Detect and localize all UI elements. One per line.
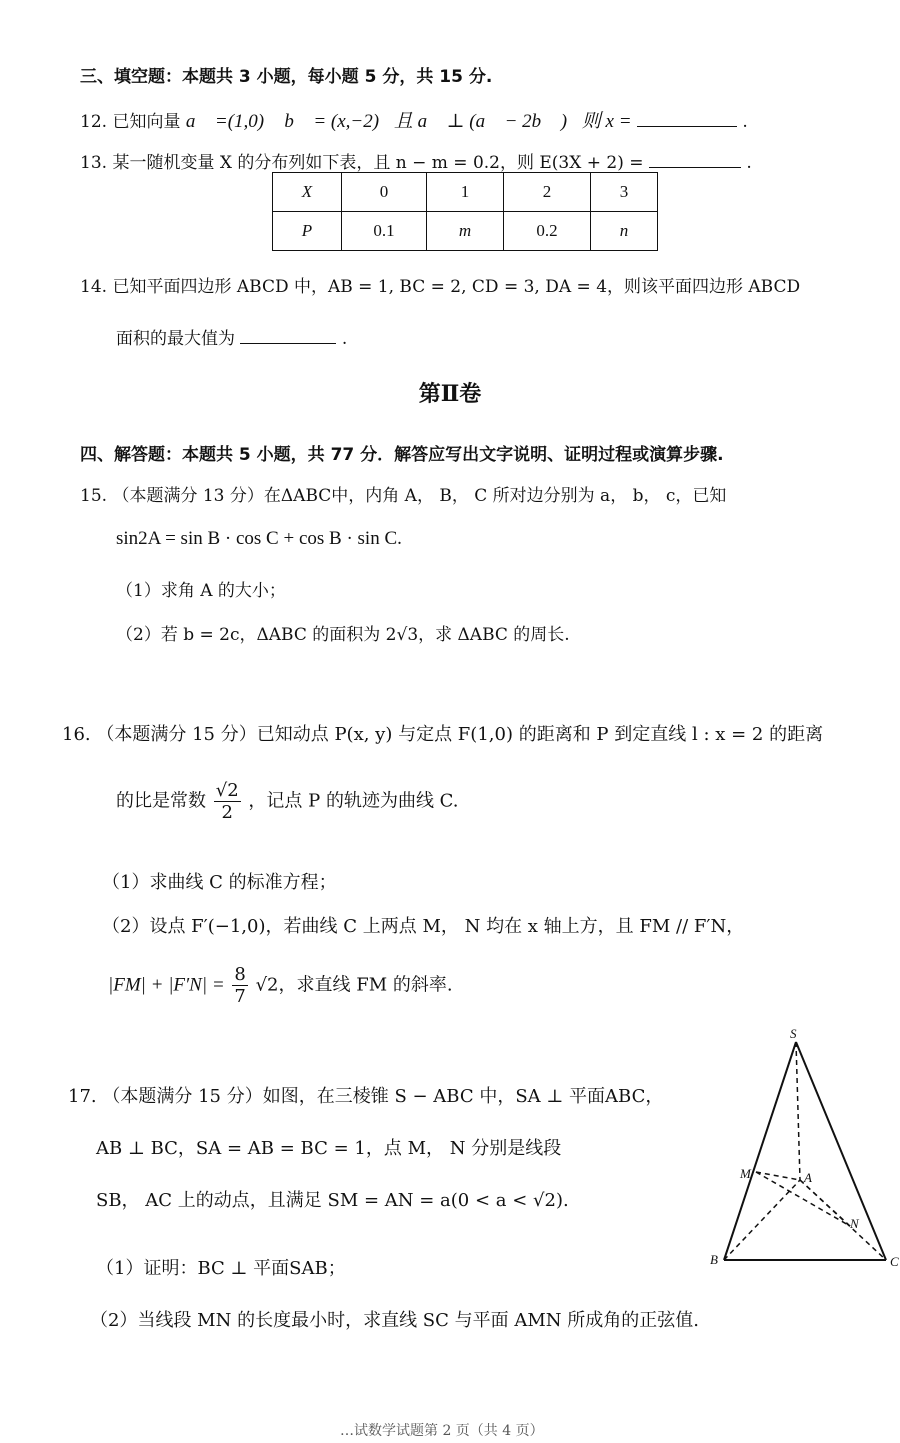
table-cell: 0.1 (342, 212, 427, 251)
section-3-heading: 三、填空题：本题共 3 小题，每小题 5 分，共 15 分. (80, 67, 493, 87)
q14-text2: 面积的最大值为 (116, 329, 235, 349)
q16-text: （本题满分 15 分）已知动点 P(x, y) 与定点 F(1,0) 的距离和 P 到定直线 l : x = 2 的距离 (96, 724, 824, 745)
q15-part2: （2）若 b = 2c，ΔABC 的面积为 2√3，求 ΔABC 的周长. (116, 625, 570, 645)
q17-line3: SB， AC 上的动点，且满足 SM = AN = a(0 < a < √2). (96, 1190, 569, 1211)
question-16 (62, 720, 823, 746)
q12-end: . (742, 112, 748, 132)
table-cell: 1 (427, 173, 504, 212)
question-12 (80, 106, 748, 133)
label-s: S (790, 1026, 797, 1041)
q16-ratio-numerator: √2 (215, 780, 239, 801)
q13-end: . (746, 153, 752, 173)
section-4-heading: 四、解答题：本题共 5 小题，共 77 分．解答应写出文字说明、证明过程或演算步骤. (80, 445, 724, 465)
q16-ratio-fraction (214, 780, 241, 823)
q17-number: 17. (68, 1086, 97, 1107)
edge-sc (796, 1042, 886, 1260)
q12-answer-blank[interactable] (637, 110, 737, 127)
q16-abs-fraction (232, 964, 247, 1007)
q14-number: 14. (80, 277, 108, 297)
q16-ratio-denominator: 2 (221, 802, 233, 823)
q17-part2: （2）当线段 MN 的长度最小时，求直线 SC 与平面 AMN 所成角的正弦值. (90, 1310, 699, 1331)
q16-number: 16. (62, 724, 91, 745)
label-b: B (710, 1252, 718, 1267)
q13-answer-blank[interactable] (649, 151, 741, 168)
q16-condition (108, 964, 453, 1007)
label-n: N (850, 1216, 859, 1231)
question-17 (68, 1082, 663, 1108)
table-cell: 2 (504, 173, 591, 212)
table-cell: 0.2 (504, 212, 591, 251)
question-14-line2 (116, 324, 347, 349)
q16-abs-expression: |FM| + |F′N| = (108, 974, 225, 996)
q16-ratio-line (116, 780, 459, 823)
table-cell: P (273, 212, 342, 251)
segment-an (800, 1180, 850, 1226)
q14-answer-blank[interactable] (240, 327, 336, 344)
segment-ma (756, 1172, 800, 1180)
q14-end: . (341, 329, 348, 349)
table-cell: m (427, 212, 504, 251)
page-footer: …试数学试题第 2 页（共 4 页） (340, 1423, 544, 1439)
q15-text: （本题满分 13 分）在ΔABC中，内角 A， B， C 所对边分别为 a， b， c，已知 (112, 486, 727, 506)
q16-ratio-pre: 的比是常数 (116, 790, 206, 812)
q17-text: （本题满分 15 分）如图，在三棱锥 S − ABC 中，SA ⊥ 平面ABC， (102, 1086, 664, 1107)
table-cell: n (591, 212, 658, 251)
part-2-title: 第Ⅱ卷 (418, 381, 482, 407)
table-row-x (273, 173, 658, 212)
distribution-table (272, 172, 658, 251)
q15-formula: sin2A = sin B · cos C + cos B · sin C. (116, 528, 402, 549)
label-m: M (740, 1166, 751, 1181)
q13-text: 某一随机变量 X 的分布列如下表，且 n − m = 0.2，则 E(3X + 2) = (112, 153, 644, 173)
q12-number: 12. (80, 112, 108, 132)
q12-vector-a: a⃗ =(1,0)， (185, 111, 279, 132)
label-c: C (890, 1254, 899, 1269)
segment-mn (756, 1172, 850, 1226)
q17-part1: （1）证明：BC ⊥ 平面SAB； (96, 1258, 346, 1279)
question-14 (80, 272, 800, 297)
label-a: A (804, 1170, 812, 1185)
pyramid-figure (700, 1022, 900, 1272)
q16-ratio-post: ，记点 P 的轨迹为曲线 C. (248, 790, 459, 812)
question-15 (80, 481, 726, 506)
q12-text-a: 已知向量 (112, 112, 181, 132)
table-cell: 3 (591, 173, 658, 212)
q16-abs-tail: √2，求直线 FM 的斜率. (255, 974, 453, 996)
edge-sa (796, 1042, 800, 1180)
q16-part1: （1）求曲线 C 的标准方程； (102, 872, 337, 893)
q15-part1: （1）求角 A 的大小； (116, 581, 286, 601)
q12-vector-b: b⃗ = (x,−2)，且 a⃗ ⊥ (a⃗ − 2b⃗ )，则 x = (284, 111, 632, 132)
q16-abs-denominator: 7 (234, 986, 246, 1007)
table-cell: X (273, 173, 342, 212)
q16-abs-numerator: 8 (234, 964, 246, 985)
q16-part2: （2）设点 F′(−1,0)，若曲线 C 上两点 M， N 均在 x 轴上方，且 FM // F′N， (102, 916, 745, 937)
table-cell: 0 (342, 173, 427, 212)
question-13 (80, 148, 752, 173)
q14-text: 已知平面四边形 ABCD 中，AB = 1, BC = 2, CD = 3, DA = 4，则该平面四边形 ABCD (112, 277, 801, 297)
table-row-p (273, 212, 658, 251)
q15-number: 15. (80, 486, 108, 506)
q17-line2: AB ⊥ BC，SA = AB = BC = 1，点 M， N 分别是线段 (96, 1138, 562, 1159)
edge-sb (724, 1042, 796, 1260)
q13-number: 13. (80, 153, 108, 173)
edge-ab (724, 1180, 800, 1260)
